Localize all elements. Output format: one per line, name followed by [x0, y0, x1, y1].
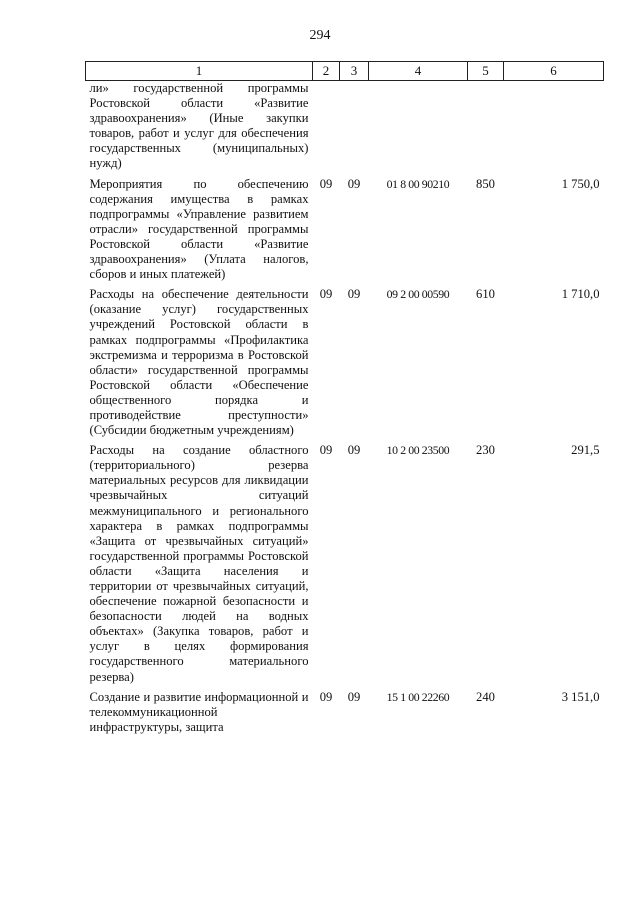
row-amount: 291,5 — [571, 443, 600, 458]
row-expense-type: 850 — [476, 176, 495, 191]
header-col-1: 1 — [86, 62, 313, 81]
row-expense-type: 610 — [476, 287, 495, 302]
row-subsection — [340, 81, 369, 177]
header-col-4: 4 — [369, 62, 468, 81]
header-col-2: 2 — [313, 62, 340, 81]
budget-table — [85, 61, 604, 740]
row-section: 09 — [319, 287, 333, 302]
row-amount — [504, 81, 604, 177]
row-description: Мероприятия по обеспечению содержания имущества в рамках подпрограммы «Управление развитием отрасли» государственной программы Ростовской области «Развитие здравоохранения» (Уплата налогов, сборов и иных платежей) — [89, 176, 309, 282]
table-row — [86, 443, 604, 690]
header-col-5: 5 — [468, 62, 504, 81]
row-description: ли» государственной программы Ростовской области «Развитие здравоохранения» (Иные закупки товаров, работ и услуг для обеспечения государственных (муниципальных) нужд) — [89, 81, 309, 171]
row-subsection: 09 — [347, 443, 361, 458]
row-target-code: 01 8 00 90210 — [386, 176, 450, 191]
row-expense-type: 230 — [476, 443, 495, 458]
row-section: 09 — [319, 176, 333, 191]
table-header — [86, 62, 604, 81]
row-amount: 3 151,0 — [561, 689, 600, 704]
row-section: 09 — [319, 443, 333, 458]
header-row — [86, 62, 604, 81]
row-target-code: 09 2 00 00590 — [386, 287, 450, 302]
table-row — [86, 690, 604, 740]
row-description: Расходы на создание областного (территориального) резерва материальных ресурсов для ликвидации чрезвычайных ситуаций межмуниципального и регионального характера в рамках подпрограммы «Защита от чрезвычайных ситуаций» государственной программы Ростовской области «Защита населения и территории от чрезвычайных ситуаций, обеспечение пожарной безопасности и безопасности людей на водных объектах» (Закупка товаров, работ и услуг в целях формирования государственного материального резерва) — [89, 443, 309, 684]
table-body — [86, 81, 604, 740]
row-amount: 1 710,0 — [561, 287, 600, 302]
row-target-code: 15 1 00 22260 — [386, 689, 450, 704]
table-row — [86, 177, 604, 288]
row-description: Создание и развитие информационной и телекоммуникационной инфраструктуры, защита — [89, 689, 309, 734]
row-amount: 1 750,0 — [561, 176, 600, 191]
row-target-code: 10 2 00 23500 — [386, 443, 450, 458]
row-section: 09 — [319, 689, 333, 704]
row-description: Расходы на обеспечение деятельности (оказание услуг) государственных учреждений Ростовской области в рамках подпрограммы «Профилактика экстремизма и терроризма в Ростовской области» государственной программы Ростовской области «Обеспечение общественного порядка и противодействие преступности» (Субсидии бюджетным учреждениям) — [89, 287, 309, 438]
row-subsection: 09 — [347, 287, 361, 302]
row-section — [313, 81, 340, 177]
row-subsection: 09 — [347, 176, 361, 191]
row-expense-type: 240 — [476, 689, 495, 704]
row-expense-type — [468, 81, 504, 177]
page-number: 294 — [309, 28, 331, 43]
header-col-3: 3 — [340, 62, 369, 81]
table-row — [86, 81, 604, 177]
row-target-code — [369, 81, 468, 177]
header-col-6: 6 — [504, 62, 604, 81]
table-row — [86, 287, 604, 443]
row-subsection: 09 — [347, 689, 361, 704]
